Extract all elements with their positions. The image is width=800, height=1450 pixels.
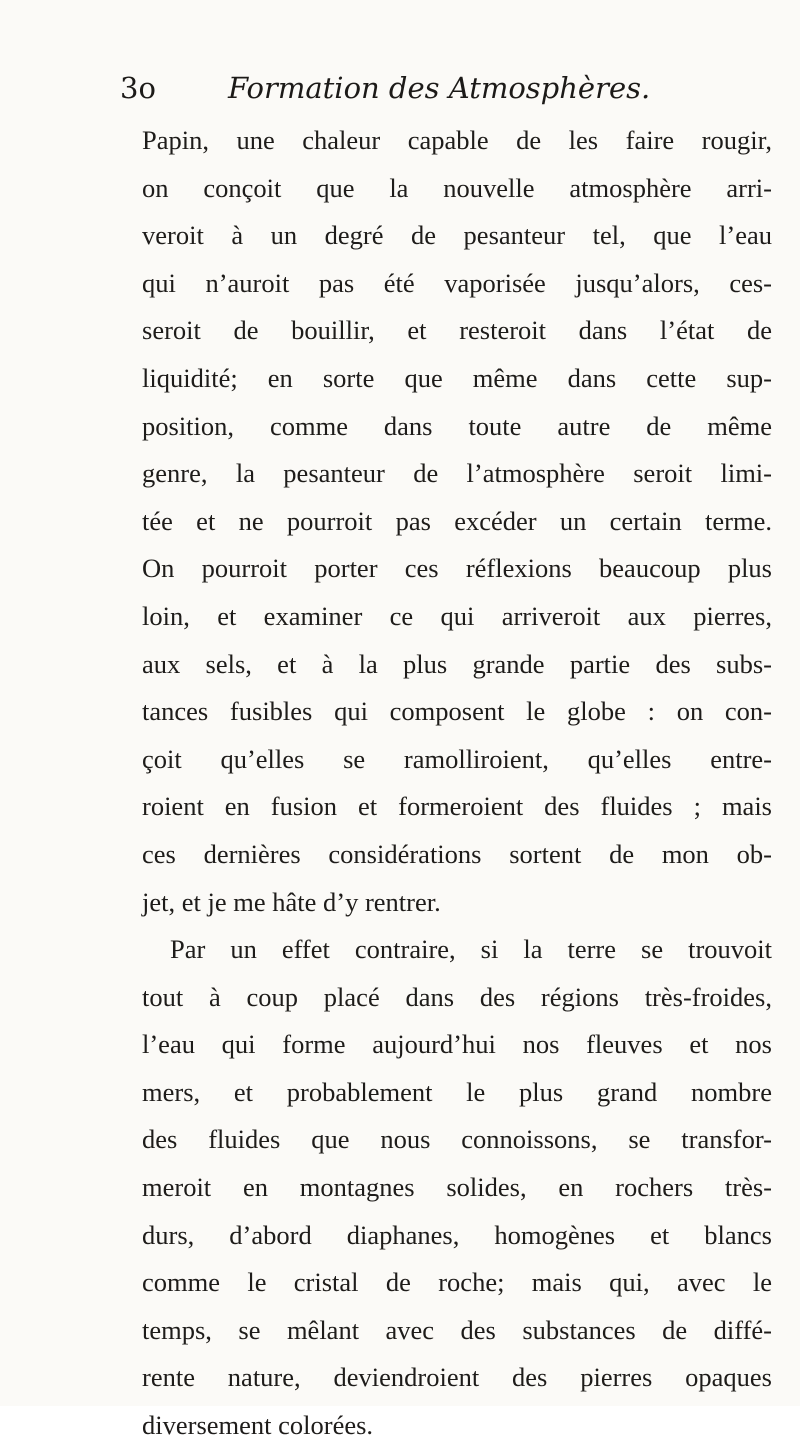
text-line: seroit de bouillir, et resteroit dans l’état de	[142, 315, 772, 346]
text-line: mers, et probablement le plus grand nombre	[142, 1076, 772, 1107]
text-line: rente nature, deviendroient des pierres opaques	[142, 1362, 772, 1393]
paragraph-start-line: Par un effet contraire, si la terre se trouvoit	[170, 934, 772, 965]
text-line: çoit qu’elles se ramolliroient, qu’elles entre-	[142, 743, 772, 774]
text-line: Papin, une chaleur capable de les faire rougir,	[142, 125, 772, 155]
text-line: des fluides que nous connoissons, se transfor-	[142, 1124, 772, 1155]
text-line: roient en fusion et formeroient des fluides ; mais	[142, 791, 772, 822]
paragraph-end-line: diversement colorées.	[142, 1410, 374, 1441]
text-line: On pourroit porter ces réflexions beaucoup plus	[142, 553, 772, 584]
text-line: loin, et examiner ce qui arriveroit aux pierres,	[142, 600, 772, 631]
page-header	[120, 68, 720, 118]
text-line: tée et ne pourroit pas excéder un certain terme.	[142, 505, 772, 536]
text-line: l’eau qui forme aujourd’hui nos fleuves et nos	[142, 1029, 772, 1060]
text-line: liquidité; en sorte que même dans cette sup-	[142, 362, 772, 393]
text-line: veroit à un degré de pesanteur tel, que l’eau	[142, 220, 772, 251]
text-line: tout à coup placé dans des régions très-froides,	[142, 981, 772, 1012]
text-line: aux sels, et à la plus grande partie des subs-	[142, 648, 772, 679]
page-number: 3o	[120, 71, 156, 105]
text-line: qui n’auroit pas été vaporisée jusqu’alors, ces-	[142, 267, 772, 298]
text-line: position, comme dans toute autre de même	[142, 410, 772, 441]
text-line: comme le cristal de roche; mais qui, avec le	[142, 1267, 772, 1298]
text-line: meroit en montagnes solides, en rochers très-	[142, 1172, 772, 1203]
body-text	[142, 117, 772, 1450]
running-title: Formation des Atmosphères.	[228, 71, 651, 105]
paragraph-end-line: jet, et je me hâte d’y rentrer.	[142, 886, 441, 917]
text-line: durs, d’abord diaphanes, homogènes et blancs	[142, 1219, 772, 1250]
text-line: genre, la pesanteur de l’atmosphère seroit limi-	[142, 458, 772, 489]
text-line: on conçoit que la nouvelle atmosphère arri-	[142, 172, 772, 203]
text-line: temps, se mêlant avec des substances de diffé-	[142, 1314, 772, 1345]
text-line: ces dernières considérations sortent de mon ob-	[142, 838, 772, 869]
text-line: tances fusibles qui composent le globe : on con-	[142, 696, 772, 727]
